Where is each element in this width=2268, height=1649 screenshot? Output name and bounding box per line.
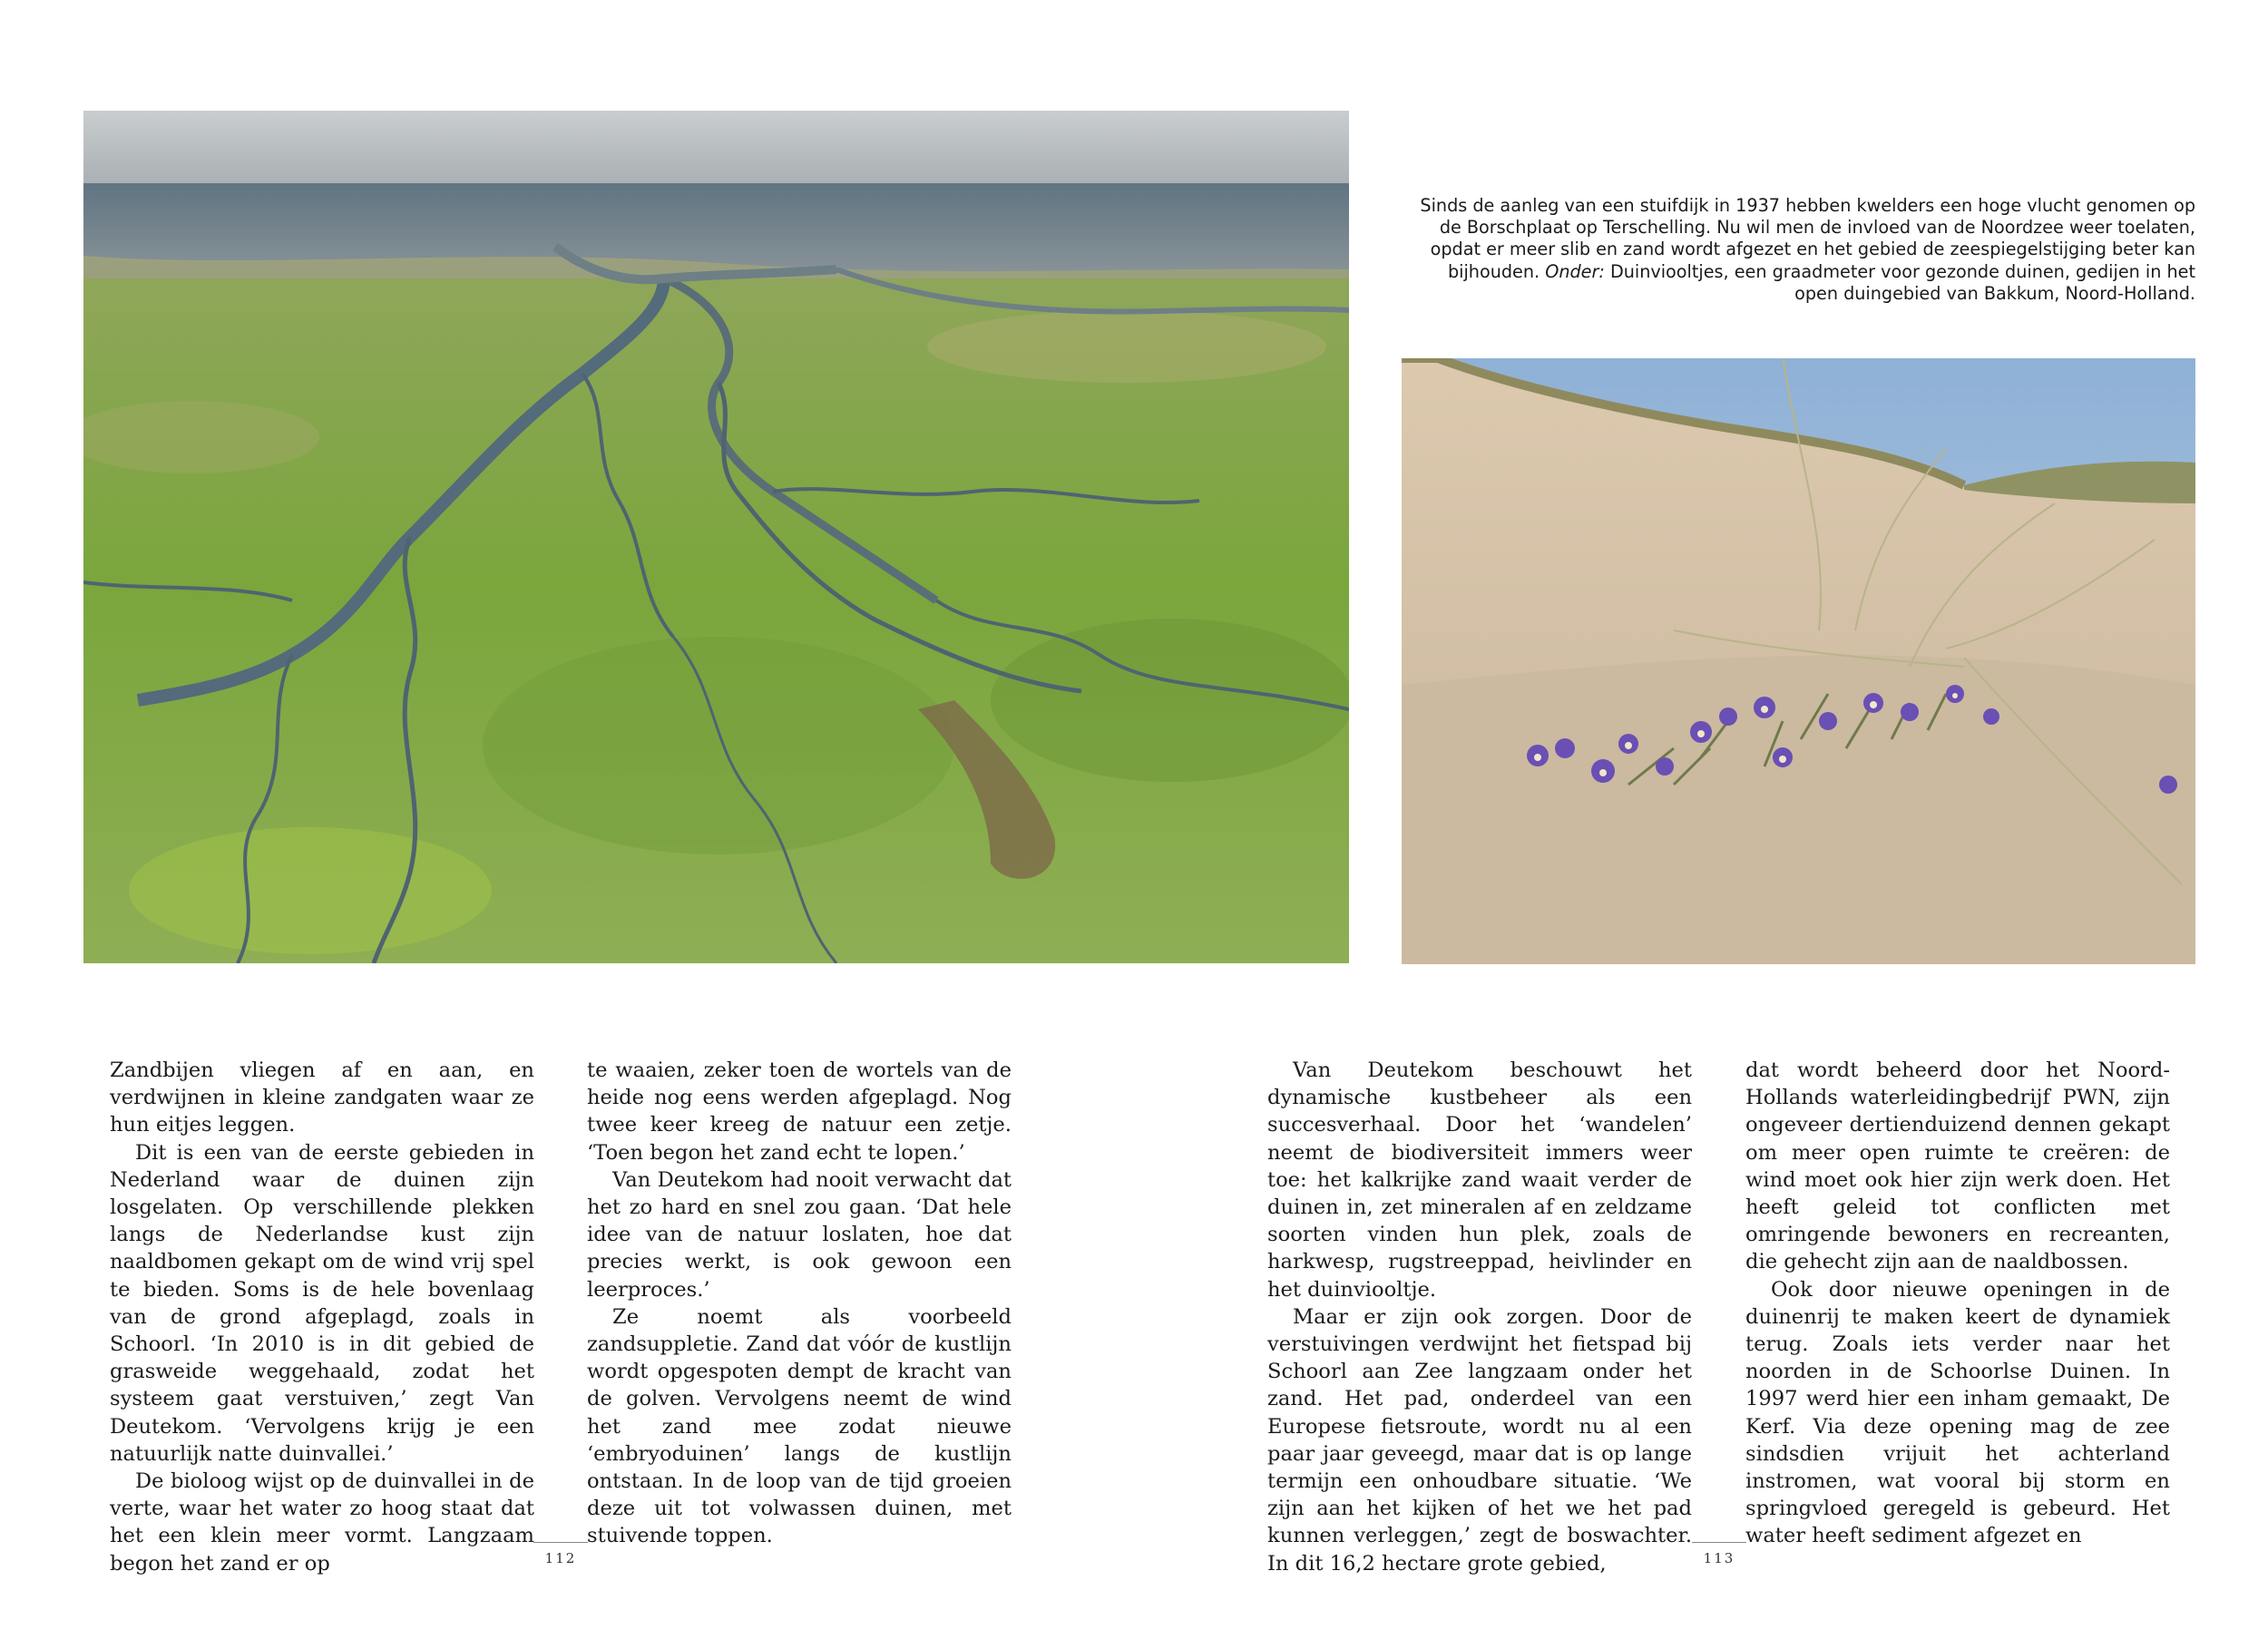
page-number-left: 112 [533,1542,588,1566]
paragraph: Van Deutekom beschouwt het dynamische kustbeheer als een succesverhaal. Door het ‘wandelen’ neemt de biodiversiteit immers weer toe: het kalkrijke zand waait verder de duinen in, zet mineralen af en zeldzame soorten vinden hun plek, zoals de harkwesp, rugstreeppad, heivlinder en het duinviooltje. [1267,1059,1692,1302]
paragraph: te waaien, zeker toen de wortels van de heide nog eens werden afgeplagd. Nog twee keer kreeg de natuur een zetje. ‘Toen begon het zand echt te lopen.’ [587,1059,1012,1165]
paragraph: Van Deutekom had nooit verwacht dat het zo hard en snel zou gaan. ‘Dat hele idee van de natuur loslaten, hoe dat precies werkt, is ook gewoon een leerproces.’ [587,1167,1012,1302]
page-number-right: 113 [1692,1542,1746,1566]
dune-violets-photo [1402,358,2195,964]
paragraph: Ook door nieuwe openingen in de duinenrij te maken keert de dynamiek terug. Zoals iets verder naar het noorden in de Schoorlse Duinen. In 1997 werd hier een inham gemaakt, De Kerf. Via deze opening mag de zee sindsdien vrijuit het achterland instromen, wat vooral bij storm en springvloed geregeld is gebeurd. Het water heeft sediment afgezet en [1745,1277,2170,1548]
caption-text-2: Duinviooltjes, een graadmeter voor gezonde duinen, gedijen in het open duingebied van Bakkum, Noord-Holland. [1609,260,2195,304]
paragraph: Maar er zijn ook zorgen. Door de verstuivingen verdwijnt het fietspad bij Schoorl aan Zee langzaam onder het zand. Het pad, onderdeel van een Europese fietsroute, wordt nu al een paar jaar geveegd, maar dat is op lange termijn een onhoudbare situatie. ‘We zijn aan het kijken of het we het pad kunnen verleggen,’ zegt de boswachter. In dit 16,2 hectare grote gebied, [1267,1304,1692,1576]
caption-lead: Onder: [1545,260,1605,282]
text-column-4 [1745,1057,2170,1550]
paragraph: dat wordt beheerd door het Noord-Hollands waterleidingbedrijf PWN, zijn ongeveer dertienduizend dennen gekapt om meer open ruimte te creëren: de wind moet ook hier zijn werk doen. Het heeft geleid tot conflicten met omringende bewoners en recreanten, die gehecht zijn aan de naaldbossen. [1745,1059,2170,1274]
text-column-3 [1267,1057,1692,1577]
paragraph: De bioloog wijst op de duinvallei in de verte, waar het water zo hoog staat dat het een klein meer vormt. Langzaam begon het zand er op [110,1469,534,1576]
photo-caption [1404,195,2195,305]
aerial-marsh-photo [83,111,1349,963]
paragraph: Dit is een van de eerste gebieden in Nederland waar de duinen zijn losgelaten. Op verschillende plekken langs de Nederlandse kust zijn naaldbomen gekapt om de wind vrij spel te bieden. Soms is de hele bovenlaag van de grond afgeplagd, zoals in Schoorl. ‘In 2010 is in dit gebied de grasweide weggehaald, zodat het systeem gaat verstuiven,’ zegt Van Deutekom. ‘Vervolgens krijg je een natuurlijk natte duinvallei.’ [110,1140,534,1466]
paragraph: Ze noemt als voorbeeld zandsuppletie. Zand dat vóór de kustlijn wordt opgespoten dempt de kracht van de golven. Vervolgens neemt de wind het zand mee zodat nieuwe ‘embryoduinen’ langs de kustlijn ontstaan. In de loop van de tijd groeien deze uit tot volwassen duinen, met stuivende toppen. [587,1304,1012,1548]
text-column-2 [587,1057,1012,1550]
paragraph: Zandbijen vliegen af en aan, en verdwijnen in kleine zandgaten waar ze hun eitjes leggen. [110,1059,534,1137]
caption-text: Sinds de aanleg van een stuifdijk in 1937 hebben kwelders een hoge vlucht genomen op de Borschplaat op Terschelling. Nu wil men de invloed van de Noordzee weer toelaten, opdat er meer slib en zand wordt afgezet en het gebied de zeespiegelstijging beter kan bijhouden. [1420,195,2195,282]
text-column-1 [110,1057,534,1577]
